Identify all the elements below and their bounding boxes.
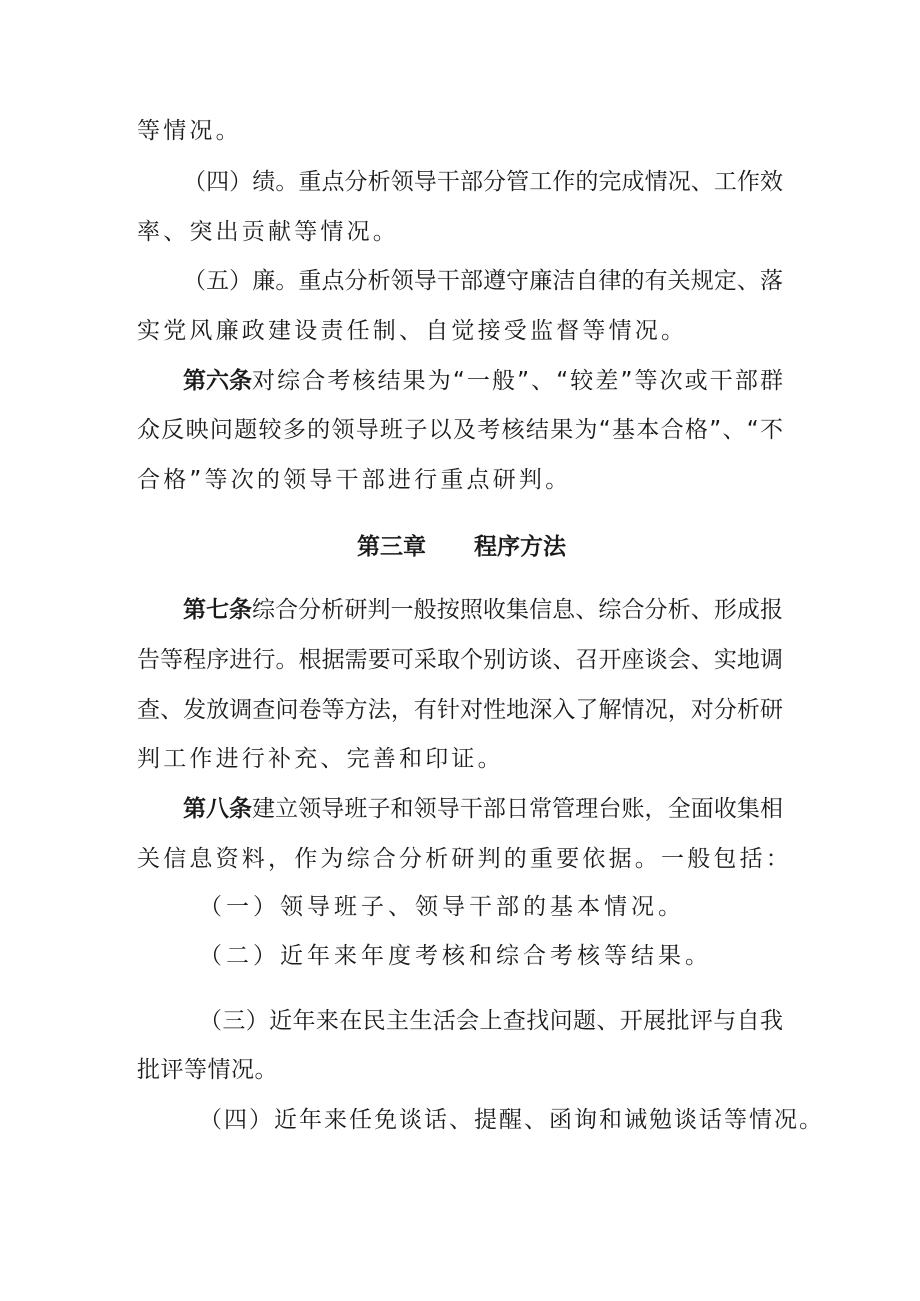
chapter-title: 程序方法: [474, 534, 566, 560]
article-8-item-3-line-2: 批评等情况。: [137, 1057, 278, 1083]
article-6-line-1: [183, 365, 783, 397]
article-6-line-1-text: 对综合考核结果为“一般”、“较差”等次或干部群: [252, 368, 783, 394]
para-achievement-line-2: 率、突出贡献等情况。: [137, 219, 399, 245]
article-7-line-1: [183, 594, 783, 626]
para-prev-line-1: 等情况。: [137, 118, 242, 144]
article-8-line-1-text: 建立领导班子和领导干部日常管理台账，全面收集相: [252, 796, 783, 822]
article-7-line-4: 判工作进行补充、完善和印证。: [137, 746, 504, 772]
article-7-label: 第七条: [183, 597, 252, 623]
article-8-item-3-line-1: （三）近年来在民主生活会上查找问题、开展批评与自我: [199, 1008, 783, 1034]
para-integrity-line-1: （五）廉。重点分析领导干部遵守廉洁自律的有关规定、落: [183, 268, 783, 294]
chapter-number: 第三章: [357, 534, 426, 560]
article-7-line-2: 告等程序进行。根据需要可采取个别访谈、召开座谈会、实地调: [137, 647, 783, 673]
para-integrity-line-2: 实党风廉政建设责任制、自觉接受监督等情况。: [137, 318, 688, 344]
para-achievement-line-1: （四）绩。重点分析领导干部分管工作的完成情况、工作效: [183, 169, 783, 195]
article-6-label: 第六条: [183, 368, 252, 394]
article-7-line-1-text: 综合分析研判一般按照收集信息、综合分析、形成报: [252, 597, 783, 623]
article-6-line-2: 众反映问题较多的领导班子以及考核结果为“基本合格”、“不: [137, 417, 783, 443]
article-8-line-1: [183, 793, 783, 825]
article-8-item-1: （一）领导班子、领导干部的基本情况。: [199, 894, 685, 920]
article-8-label: 第八条: [183, 796, 252, 822]
article-8-item-4: （四）近年来任免谈话、提醒、函询和诫勉谈话等情况。: [199, 1107, 824, 1133]
article-8-item-2: （二）近年来年度考核和综合考核等结果。: [199, 943, 712, 969]
article-7-line-3: 查、发放调查问卷等方法，有针对性地深入了解情况，对分析研: [137, 697, 783, 723]
article-8-line-2: 关信息资料，作为综合分析研判的重要依据。一般包括：: [137, 846, 792, 872]
article-6-line-3: 合格”等次的领导干部进行重点研判。: [137, 467, 572, 493]
